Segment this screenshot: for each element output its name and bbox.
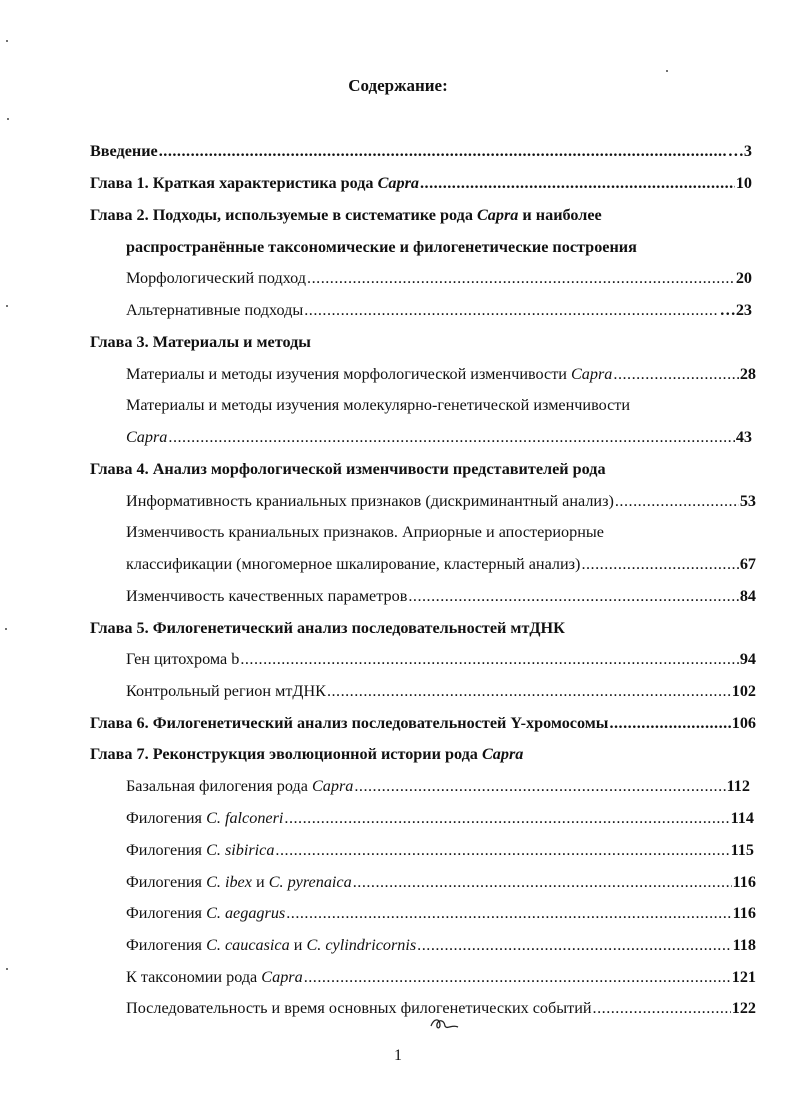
leader-dots [284, 808, 729, 828]
scan-speck [6, 968, 8, 970]
toc-entry-title: Изменчивость краниальных признаков. Априорные и апостериорные [126, 523, 604, 541]
leader-dots [354, 776, 725, 796]
scan-speck [6, 40, 8, 42]
toc-page-number: 67 [739, 555, 756, 573]
toc-entry-morphological [126, 268, 752, 288]
toc-entry-taxonomy [126, 967, 756, 987]
leader-dots [609, 713, 730, 733]
toc-entry-title: Базальная филогения рода Capra [126, 777, 354, 795]
toc-page-number: 114 [730, 809, 754, 827]
toc-page-number: 118 [732, 936, 756, 954]
toc-entry-ibex-pyrenaica [126, 872, 756, 892]
toc-entry-methods-molecular-cont [126, 427, 752, 447]
toc-entry-title: Capra [126, 428, 168, 446]
leader-dots [304, 967, 731, 987]
leader-dots [593, 998, 731, 1018]
toc-page-number: 116 [732, 873, 756, 891]
toc-page-number: 43 [735, 428, 752, 446]
toc-entry-methods-morph [126, 364, 756, 384]
leader-dots [327, 681, 731, 701]
toc-entry-title: Глава 2. Подходы, используемые в систематике рода Capra и наиболее [90, 206, 602, 224]
toc-entry-title: Глава 3. Материалы и методы [90, 333, 311, 351]
toc-entry-alternative [126, 300, 752, 320]
leader-dots [275, 840, 729, 860]
scan-speck [666, 70, 668, 72]
handwritten-mark [428, 1014, 462, 1034]
leader-dots [615, 491, 739, 511]
toc-entry-title: Морфологический подход [126, 269, 307, 287]
toc-entry-title: Филогения C. caucasica и C. cylindricornis [126, 936, 417, 954]
toc-entry-title: Филогения C. falconeri [126, 809, 284, 827]
toc-entry-title: Материалы и методы изучения морфологической изменчивости Capra [126, 365, 613, 383]
toc-entry-title: Глава 6. Филогенетический анализ последовательностей Y-хромосомы [90, 714, 609, 732]
toc-entry-title: Материалы и методы изучения молекулярно-генетической изменчивости [126, 396, 631, 414]
toc-entry-chapter-4 [90, 459, 752, 479]
leader-dots [581, 554, 738, 574]
toc-page-number: 28 [739, 365, 756, 383]
leader-dots [168, 427, 734, 447]
toc-page-number: …3 [727, 142, 752, 160]
toc-entry-title: Введение [90, 142, 158, 160]
toc-entry-falconeri [126, 808, 754, 828]
toc-entry-title: Филогения C. aegagrus [126, 904, 286, 922]
toc-entry-caucasica-cylindricornis [126, 935, 756, 955]
toc-page-number: 122 [731, 999, 756, 1017]
leader-dots [286, 903, 731, 923]
toc-entry-title: Информативность краниальных признаков (дискриминантный анализ) [126, 492, 614, 510]
toc-entry-title: Контрольный регион мтДНК [126, 682, 326, 700]
toc-entry-title: Альтернативные подходы [126, 301, 304, 319]
scan-speck [5, 628, 7, 630]
toc-entry-title: Глава 4. Анализ морфологической изменчивости представителей рода [90, 460, 606, 478]
toc-entry-title: Глава 1. Краткая характеристика рода Capra [90, 174, 419, 192]
toc-entry-title: классификации (многомерное шкалирование, кластерный анализ) [126, 555, 581, 573]
toc-page-number: 94 [739, 650, 756, 668]
toc-entry-informativeness [126, 491, 756, 511]
toc-entry-introduction [90, 141, 752, 161]
leader-dots [240, 649, 738, 669]
toc-entry-aegagrus [126, 903, 756, 923]
leader-dots [307, 268, 735, 288]
leader-dots [304, 300, 718, 320]
leader-dots [420, 173, 735, 193]
toc-entry-chapter-5 [90, 618, 752, 638]
toc-page-number: …23 [719, 301, 752, 319]
toc-page-number: 20 [735, 269, 752, 287]
toc-entry-title: Филогения C. sibirica [126, 841, 275, 859]
toc-entry-variability-cont [126, 554, 756, 574]
toc-entry-chapter-6 [90, 713, 756, 733]
toc-entry-basal-phylogeny [126, 776, 750, 796]
toc-entry-chapter-1 [90, 173, 752, 193]
toc-entry-chapter-2-cont [126, 237, 752, 257]
toc-entry-methods-molecular [126, 395, 752, 415]
toc-entry-title: Последовательность и время основных филогенетических событий [126, 999, 592, 1017]
toc-page-number: 102 [731, 682, 756, 700]
toc-entry-title: Изменчивость качественных параметров [126, 587, 408, 605]
toc-entry-qualitative [126, 586, 756, 606]
toc-entry-variability [126, 522, 752, 542]
toc-entry-title: Глава 5. Филогенетический анализ последовательностей мтДНК [90, 619, 565, 637]
toc-page-number: 10 [735, 174, 752, 192]
toc-page-number: 116 [732, 904, 756, 922]
toc-page-number: 115 [730, 841, 754, 859]
leader-dots [613, 364, 738, 384]
toc-entry-title: Филогения C. ibex и C. pyrenaica [126, 873, 352, 891]
toc-page-number: 84 [739, 587, 756, 605]
toc-page-number: 121 [731, 968, 756, 986]
toc-entry-title: К таксономии рода Capra [126, 968, 303, 986]
toc-page-number: 53 [739, 492, 756, 510]
leader-dots [408, 586, 738, 606]
toc-entry-chapter-3 [90, 332, 752, 352]
leader-dots [417, 935, 731, 955]
toc-entry-sibirica [126, 840, 754, 860]
toc-entry-title: распространённые таксономические и филогенетические построения [126, 238, 637, 256]
toc-entry-title: Ген цитохрома b [126, 650, 240, 668]
toc-page-number: 106 [731, 714, 756, 732]
leader-dots [353, 872, 732, 892]
page-title: Содержание: [348, 76, 448, 95]
scan-speck [6, 305, 8, 307]
scan-speck [7, 118, 9, 120]
toc-entry-chapter-7 [90, 744, 752, 764]
toc-entry-control-region [126, 681, 756, 701]
leader-dots [159, 141, 727, 161]
toc-entry-cytochrome-b [126, 649, 756, 669]
toc-entry-title: Глава 7. Реконструкция эволюционной истории рода Capra [90, 745, 524, 763]
toc-entry-chapter-2 [90, 205, 752, 225]
toc-page-number: 112 [726, 777, 750, 795]
page-number: 1 [394, 1047, 402, 1064]
